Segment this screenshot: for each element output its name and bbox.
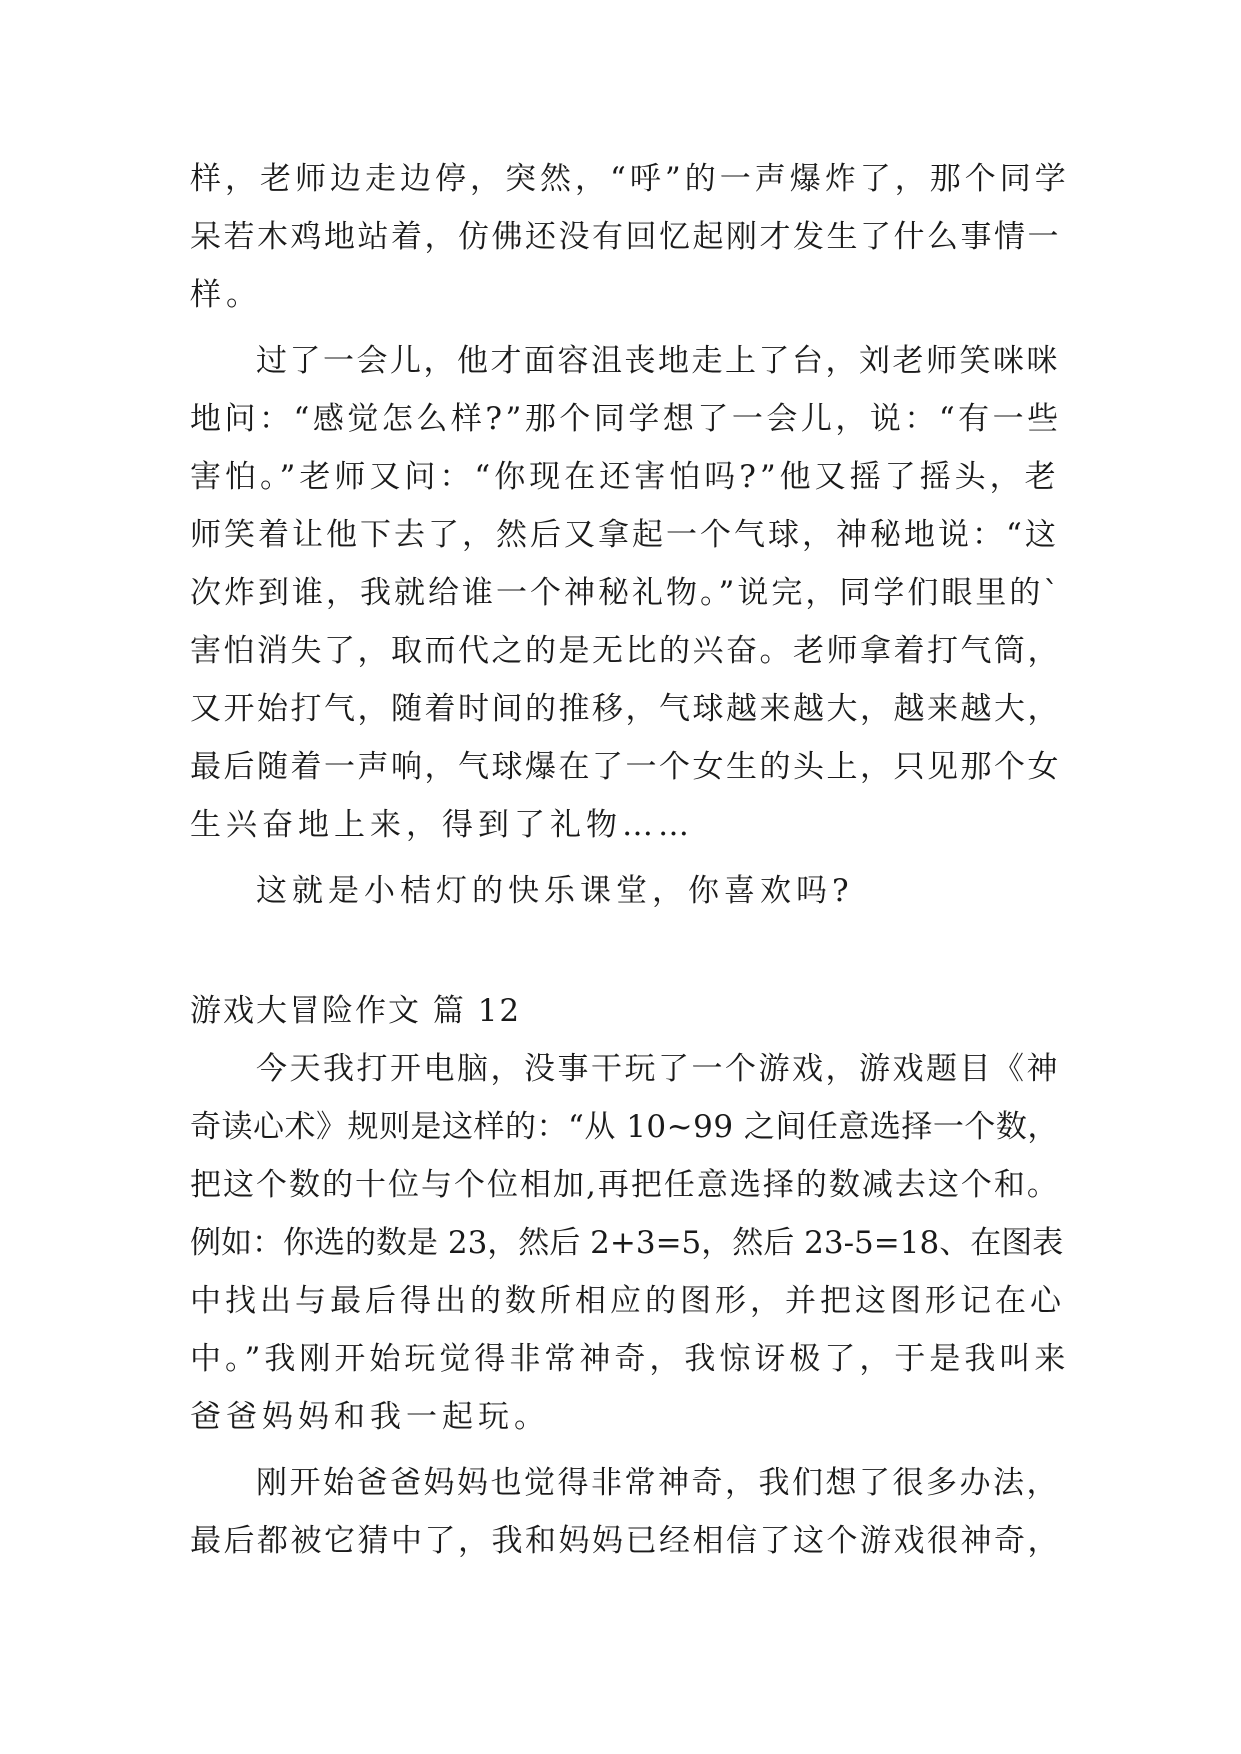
section-heading: 游戏大冒险作文 篇 12: [190, 993, 522, 1029]
paragraph: [190, 862, 1070, 920]
text-line: 最后都被它猜中了，我和妈妈已经相信了这个游戏很神奇，: [190, 1523, 1061, 1559]
text-line: 害怕。”老师又问：“你现在还害怕吗?”他又摇了摇头，老: [190, 459, 1060, 495]
paragraph: [190, 1454, 1070, 1570]
text-line: 次炸到谁，我就给谁一个神秘礼物。”说完，同学们眼里的`: [190, 575, 1062, 611]
text-line: 地问：“感觉怎么样?”那个同学想了一会儿，说：“有一些: [190, 401, 1062, 437]
text-line: 最后随着一声响，气球爆在了一个女生的头上，只见那个女: [190, 749, 1061, 785]
text-line: 又开始打气，随着时间的推移，气球越来越大，越来越大，: [190, 691, 1061, 727]
text-line: 把这个数的十位与个位相加,再把任意选择的数减去这个和。: [190, 1167, 1060, 1203]
document-page: [190, 150, 1070, 1570]
paragraph: [190, 150, 1070, 324]
text-line: 生兴奋地上来，得到了礼物……: [190, 807, 694, 843]
text-line: 这就是小桔灯的快乐课堂，你喜欢吗?: [256, 873, 854, 909]
text-line: 中。”我刚开始玩觉得非常神奇，我惊讶极了，于是我叫来: [190, 1341, 1070, 1377]
text-line: 奇读心术》规则是这样的：“从 10~99 之间任意选择一个数，: [190, 1109, 1059, 1145]
text-line: 爸爸妈妈和我一起玩。: [190, 1399, 550, 1435]
paragraph: [190, 332, 1070, 854]
text-line: 样。: [190, 277, 262, 313]
text-line: 中找出与最后得出的数所相应的图形，并把这图形记在心: [190, 1283, 1065, 1319]
text-line: 过了一会儿，他才面容沮丧地走上了台，刘老师笑咪咪: [256, 343, 1060, 379]
paragraph: [190, 1040, 1070, 1446]
text-line: 今天我打开电脑，没事干玩了一个游戏，游戏题目《神: [256, 1051, 1060, 1087]
text-line: 师笑着让他下去了，然后又拿起一个气球，神秘地说：“这: [190, 517, 1059, 553]
text-line: 害怕消失了，取而代之的是无比的兴奋。老师拿着打气筒，: [190, 633, 1061, 669]
text-line: 呆若木鸡地站着，仿佛还没有回忆起刚才发生了什么事情一: [190, 219, 1061, 255]
text-line: 刚开始爸爸妈妈也觉得非常神奇，我们想了很多办法，: [256, 1465, 1060, 1501]
text-line: 样，老师边走边停，突然，“呼”的一声爆炸了，那个同学: [190, 161, 1070, 197]
text-line: 例如：你选的数是 23，然后 2+3=5，然后 23-5=18、在图表: [190, 1225, 1064, 1261]
